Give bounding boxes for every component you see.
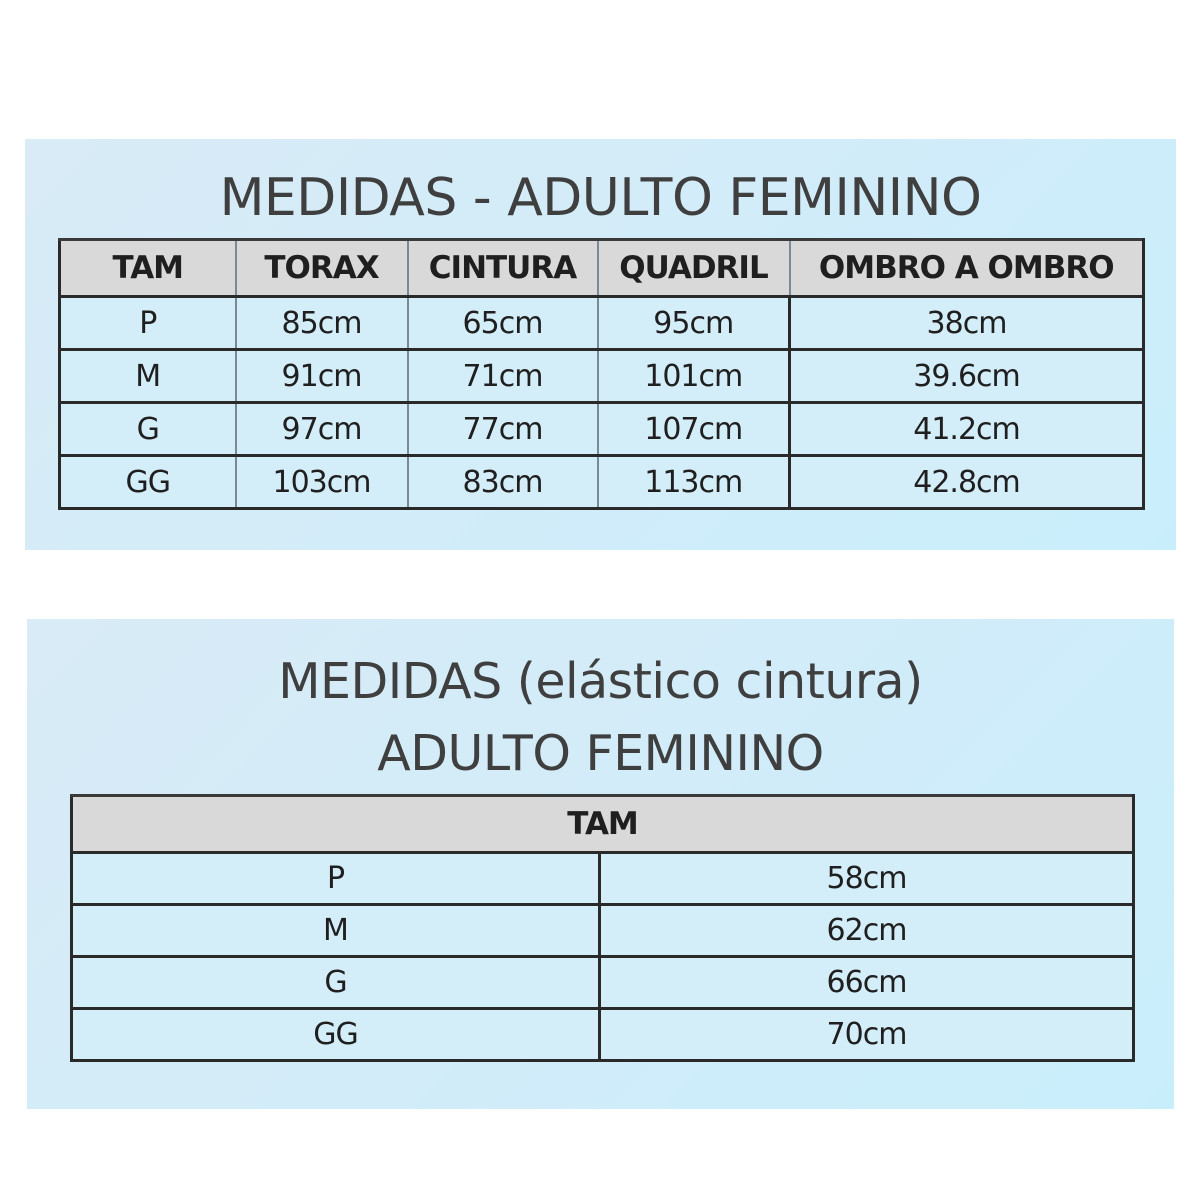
header-cintura: CINTURA	[408, 240, 598, 297]
size-chart-table	[58, 238, 1145, 510]
cell-size: M	[72, 905, 600, 957]
table-row	[72, 957, 1134, 1009]
cell-measurement: 70cm	[600, 1009, 1134, 1061]
cell-size: M	[60, 350, 236, 403]
cell-ombro: 42.8cm	[790, 456, 1144, 509]
cell-cintura: 77cm	[408, 403, 598, 456]
panel-title: MEDIDAS - ADULTO FEMININO	[219, 168, 982, 228]
cell-size: P	[60, 297, 236, 350]
cell-cintura: 65cm	[408, 297, 598, 350]
cell-torax: 85cm	[236, 297, 408, 350]
cell-cintura: 71cm	[408, 350, 598, 403]
cell-cintura: 83cm	[408, 456, 598, 509]
table-row	[60, 403, 1144, 456]
cell-quadril: 107cm	[598, 403, 790, 456]
cell-ombro: 41.2cm	[790, 403, 1144, 456]
cell-size: GG	[72, 1009, 600, 1061]
cell-measurement: 58cm	[600, 853, 1134, 905]
header-tam: TAM	[60, 240, 236, 297]
table-row	[72, 1009, 1134, 1061]
table-row	[60, 350, 1144, 403]
cell-ombro: 38cm	[790, 297, 1144, 350]
elastic-waist-table	[70, 794, 1135, 1062]
cell-quadril: 95cm	[598, 297, 790, 350]
cell-size: G	[60, 403, 236, 456]
table-header-row	[60, 240, 1144, 297]
header-tam: TAM	[72, 796, 1134, 853]
header-ombro-a-ombro: OMBRO A OMBRO	[790, 240, 1144, 297]
cell-measurement: 62cm	[600, 905, 1134, 957]
measurements-panel-adult-female	[25, 139, 1176, 550]
cell-size: GG	[60, 456, 236, 509]
table-row	[72, 853, 1134, 905]
cell-quadril: 101cm	[598, 350, 790, 403]
cell-size: P	[72, 853, 600, 905]
cell-quadril: 113cm	[598, 456, 790, 509]
table-row	[60, 297, 1144, 350]
header-torax: TORAX	[236, 240, 408, 297]
measurements-panel-elastic-waist	[27, 619, 1174, 1109]
table-row	[60, 456, 1144, 509]
cell-torax: 97cm	[236, 403, 408, 456]
header-quadril: QUADRIL	[598, 240, 790, 297]
panel-title-line-1: MEDIDAS (elástico cintura)	[278, 653, 923, 710]
cell-ombro: 39.6cm	[790, 350, 1144, 403]
cell-size: G	[72, 957, 600, 1009]
cell-torax: 91cm	[236, 350, 408, 403]
table-row	[72, 905, 1134, 957]
cell-torax: 103cm	[236, 456, 408, 509]
table-header-row	[72, 796, 1134, 853]
cell-measurement: 66cm	[600, 957, 1134, 1009]
panel-title-line-2: ADULTO FEMININO	[377, 725, 824, 782]
